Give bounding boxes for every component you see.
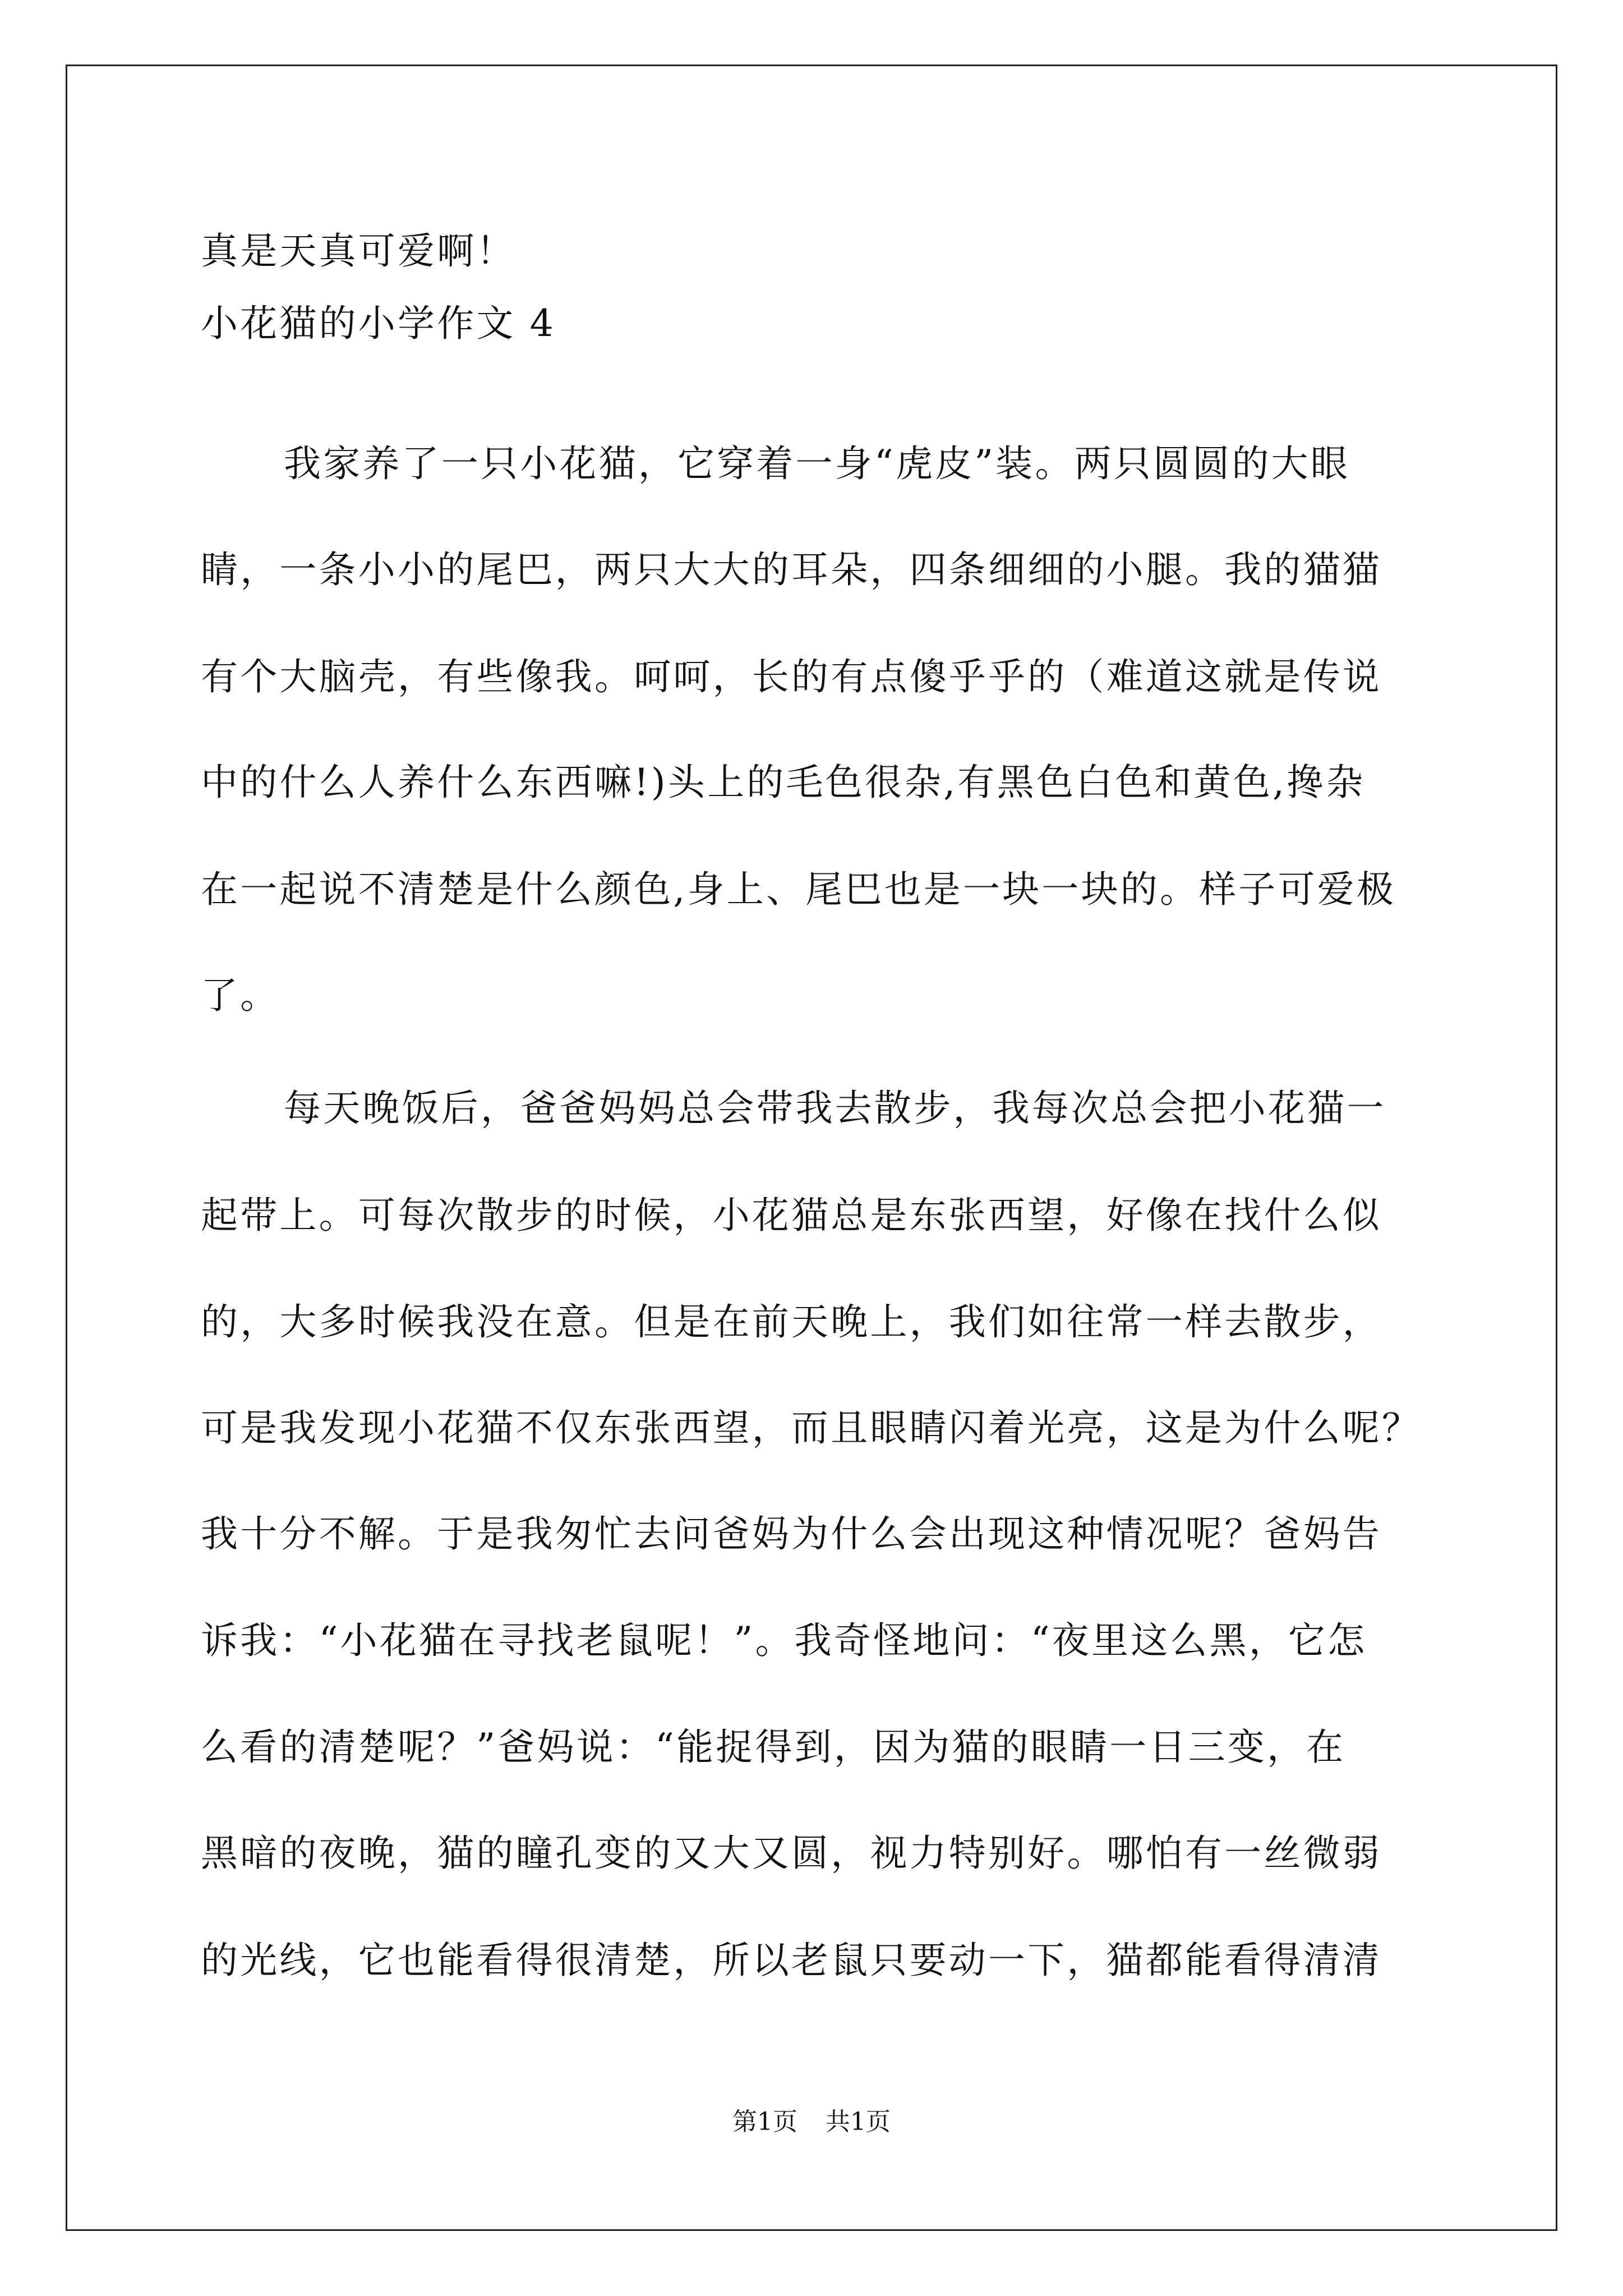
paragraph-line: 黑暗的夜晚，猫的瞳孔变的又大又圆，视力特别好。哪怕有一丝微弱 [201,1832,1382,1875]
paragraph-line: 的光线，它也能看得很清楚，所以老鼠只要动一下，猫都能看得清清 [201,1939,1382,1982]
paragraph-line: 么看的清楚呢？”爸妈说：“能捉得到，因为猫的眼睛一日三变，在 [201,1726,1346,1769]
paragraph-line: 的，大多时候我没在意。但是在前天晚上，我们如往常一样去散步， [201,1300,1382,1343]
paragraph-line: 每天晚饭后，爸爸妈妈总会带我去散步，我每次总会把小花猫一 [284,1087,1386,1130]
paragraph-line: 我家养了一只小花猫，它穿着一身“虎皮”装。两只圆圆的大眼 [284,442,1350,485]
text-line: 真是天真可爱啊！ [201,229,516,273]
paragraph-line: 了。 [201,974,280,1017]
paragraph-line: 诉我：“小花猫在寻找老鼠呢！”。我奇怪地问：“夜里这么黑，它怎 [201,1619,1367,1662]
page-total: 共1页 [826,2108,891,2136]
paragraph-line: 睛，一条小小的尾巴，两只大大的耳朵，四条细细的小腿。我的猫猫 [201,548,1382,591]
paragraph-line: 起带上。可每次散步的时候，小花猫总是东张西望，好像在找什么似 [201,1194,1382,1237]
page-footer [0,2108,1623,2136]
page-number: 第1页 [732,2108,797,2136]
paragraph-line: 在一起说不清楚是什么颜色,身上、尾巴也是一块一块的。样子可爱极 [201,868,1396,911]
paragraph-line: 可是我发现小花猫不仅东张西望，而且眼睛闪着光亮，这是为什么呢？ [201,1406,1422,1450]
paragraph-line: 中的什么人养什么东西嘛!)头上的毛色很杂,有黑色白色和黄色,搀杂 [201,761,1366,804]
section-heading: 小花猫的小学作文 4 [201,302,556,345]
page-border [66,65,1557,2231]
paragraph-line: 我十分不解。于是我匆忙去问爸妈为什么会出现这种情况呢？爸妈告 [201,1512,1382,1556]
paragraph-line: 有个大脑壳，有些像我。呵呵，长的有点傻乎乎的（难道这就是传说 [201,655,1382,698]
